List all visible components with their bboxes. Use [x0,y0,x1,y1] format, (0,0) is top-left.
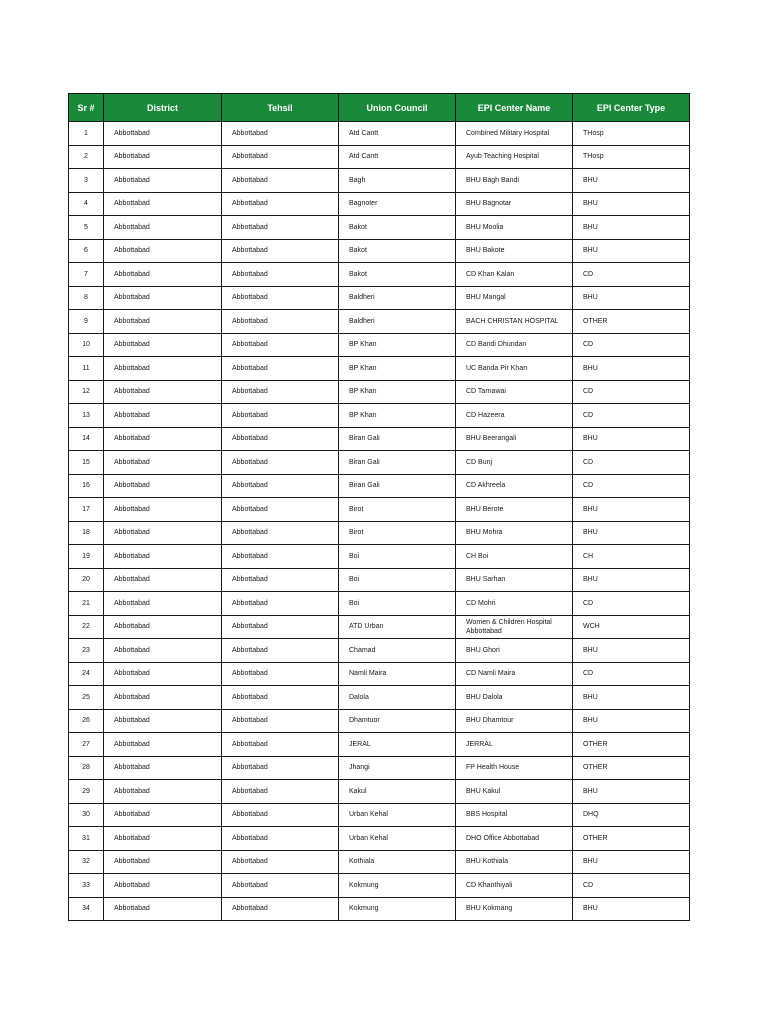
table-row [69,263,690,287]
cell-sr: 10 [69,333,104,357]
cell-epi-center-type: BHU [573,639,690,663]
cell-epi-center-type: CD [573,874,690,898]
cell-epi-center-type: THosp [573,122,690,146]
cell-epi-center-name: BHU Bakote [456,239,573,263]
table-row [69,897,690,921]
table-row [69,521,690,545]
table-row [69,192,690,216]
cell-epi-center-name: JERRAL [456,733,573,757]
cell-union-council: Kokmung [339,874,456,898]
cell-epi-center-name: CD Mohri [456,592,573,616]
table-row [69,122,690,146]
table-row [69,169,690,193]
cell-tehsil: Abbottabad [222,122,339,146]
header-sr: Sr # [69,94,104,122]
cell-district: Abbottabad [104,568,222,592]
cell-district: Abbottabad [104,827,222,851]
table-row [69,592,690,616]
cell-epi-center-name: Ayub Teaching Hospital [456,145,573,169]
cell-tehsil: Abbottabad [222,427,339,451]
cell-district: Abbottabad [104,592,222,616]
table-header-row [69,94,690,122]
cell-district: Abbottabad [104,169,222,193]
cell-tehsil: Abbottabad [222,404,339,428]
cell-district: Abbottabad [104,192,222,216]
table-row [69,333,690,357]
cell-union-council: Dalola [339,686,456,710]
cell-tehsil: Abbottabad [222,357,339,381]
cell-sr: 29 [69,780,104,804]
cell-union-council: Birot [339,521,456,545]
cell-union-council: BP Khan [339,333,456,357]
cell-epi-center-type: CD [573,333,690,357]
cell-sr: 20 [69,568,104,592]
cell-epi-center-type: BHU [573,521,690,545]
cell-epi-center-name: BHU Bagnotar [456,192,573,216]
cell-union-council: Baldheri [339,310,456,334]
cell-sr: 13 [69,404,104,428]
cell-epi-center-name: CD Khan Kalan [456,263,573,287]
cell-union-council: Atd Cantt [339,145,456,169]
cell-district: Abbottabad [104,145,222,169]
cell-tehsil: Abbottabad [222,780,339,804]
cell-tehsil: Abbottabad [222,662,339,686]
cell-union-council: Birot [339,498,456,522]
cell-epi-center-type: CH [573,545,690,569]
cell-tehsil: Abbottabad [222,192,339,216]
cell-union-council: JERAL [339,733,456,757]
cell-tehsil: Abbottabad [222,803,339,827]
cell-sr: 34 [69,897,104,921]
cell-district: Abbottabad [104,333,222,357]
table-row [69,639,690,663]
cell-district: Abbottabad [104,263,222,287]
table-row [69,216,690,240]
cell-epi-center-name: BHU Sarhan [456,568,573,592]
cell-tehsil: Abbottabad [222,827,339,851]
cell-sr: 27 [69,733,104,757]
cell-epi-center-name: CH Boi [456,545,573,569]
cell-epi-center-name: BHU Kakul [456,780,573,804]
cell-epi-center-name: BHU Kokmang [456,897,573,921]
cell-sr: 7 [69,263,104,287]
table-row [69,474,690,498]
cell-epi-center-type: CD [573,451,690,475]
cell-epi-center-type: OTHER [573,827,690,851]
cell-epi-center-name: BHU Mangal [456,286,573,310]
cell-sr: 6 [69,239,104,263]
cell-epi-center-type: BHU [573,498,690,522]
cell-epi-center-type: BHU [573,427,690,451]
table-row [69,686,690,710]
cell-epi-center-name: CD Hazeera [456,404,573,428]
cell-district: Abbottabad [104,286,222,310]
cell-sr: 23 [69,639,104,663]
cell-epi-center-name: CD Akhreela [456,474,573,498]
cell-district: Abbottabad [104,756,222,780]
cell-epi-center-type: OTHER [573,733,690,757]
cell-district: Abbottabad [104,733,222,757]
cell-epi-center-type: BHU [573,568,690,592]
cell-union-council: Namli Maira [339,662,456,686]
cell-sr: 26 [69,709,104,733]
cell-union-council: Bakot [339,263,456,287]
cell-epi-center-type: CD [573,662,690,686]
cell-tehsil: Abbottabad [222,169,339,193]
cell-district: Abbottabad [104,380,222,404]
cell-tehsil: Abbottabad [222,521,339,545]
cell-epi-center-name: BHU Bagh Bandi [456,169,573,193]
cell-sr: 31 [69,827,104,851]
cell-district: Abbottabad [104,897,222,921]
cell-tehsil: Abbottabad [222,686,339,710]
cell-tehsil: Abbottabad [222,709,339,733]
cell-union-council: Atd Cantt [339,122,456,146]
cell-epi-center-type: DHQ [573,803,690,827]
cell-district: Abbottabad [104,122,222,146]
cell-sr: 9 [69,310,104,334]
cell-tehsil: Abbottabad [222,592,339,616]
header-epi-center-type: EPI Center Type [573,94,690,122]
cell-sr: 15 [69,451,104,475]
cell-sr: 17 [69,498,104,522]
cell-union-council: ATD Urban [339,615,456,639]
cell-sr: 3 [69,169,104,193]
cell-sr: 11 [69,357,104,381]
cell-sr: 32 [69,850,104,874]
cell-union-council: Biran Gali [339,451,456,475]
cell-union-council: Chamad [339,639,456,663]
cell-tehsil: Abbottabad [222,216,339,240]
cell-district: Abbottabad [104,545,222,569]
cell-union-council: Kakul [339,780,456,804]
cell-sr: 5 [69,216,104,240]
cell-epi-center-type: BHU [573,192,690,216]
cell-tehsil: Abbottabad [222,615,339,639]
cell-sr: 30 [69,803,104,827]
table-row [69,803,690,827]
cell-epi-center-name: BHU Kothiala [456,850,573,874]
cell-sr: 2 [69,145,104,169]
table-row [69,733,690,757]
cell-epi-center-name: Combined Military Hospital [456,122,573,146]
cell-tehsil: Abbottabad [222,286,339,310]
cell-tehsil: Abbottabad [222,380,339,404]
table-row [69,827,690,851]
cell-tehsil: Abbottabad [222,756,339,780]
cell-epi-center-name: BHU Mohra [456,521,573,545]
cell-tehsil: Abbottabad [222,310,339,334]
cell-district: Abbottabad [104,310,222,334]
cell-union-council: Kokmung [339,897,456,921]
cell-epi-center-name: FP Health House [456,756,573,780]
table-body [69,122,690,921]
table-row [69,404,690,428]
cell-union-council: Boi [339,592,456,616]
cell-tehsil: Abbottabad [222,545,339,569]
cell-epi-center-type: CD [573,474,690,498]
cell-district: Abbottabad [104,427,222,451]
cell-epi-center-type: BHU [573,216,690,240]
cell-epi-center-type: CD [573,380,690,404]
cell-union-council: BP Khan [339,380,456,404]
cell-epi-center-type: BHU [573,780,690,804]
header-union-council: Union Council [339,94,456,122]
cell-epi-center-name: UC Banda Pir Khan [456,357,573,381]
cell-sr: 14 [69,427,104,451]
header-district: District [104,94,222,122]
cell-sr: 18 [69,521,104,545]
table-row [69,756,690,780]
table-row [69,780,690,804]
cell-district: Abbottabad [104,709,222,733]
cell-epi-center-name: BACH CHRISTAN HOSPITAL [456,310,573,334]
cell-epi-center-name: BHU Beerangali [456,427,573,451]
cell-sr: 22 [69,615,104,639]
cell-sr: 33 [69,874,104,898]
cell-epi-center-type: BHU [573,850,690,874]
cell-district: Abbottabad [104,639,222,663]
header-tehsil: Tehsil [222,94,339,122]
table-row [69,286,690,310]
cell-union-council: Bakot [339,239,456,263]
cell-epi-center-type: OTHER [573,756,690,780]
cell-union-council: Urban Kehal [339,803,456,827]
cell-epi-center-name: CD Bandi Dhundan [456,333,573,357]
cell-union-council: BP Khan [339,404,456,428]
cell-epi-center-name: CD Khanthiyali [456,874,573,898]
cell-epi-center-type: BHU [573,686,690,710]
cell-sr: 4 [69,192,104,216]
cell-district: Abbottabad [104,686,222,710]
cell-sr: 24 [69,662,104,686]
cell-tehsil: Abbottabad [222,733,339,757]
cell-district: Abbottabad [104,662,222,686]
cell-union-council: Boi [339,545,456,569]
cell-epi-center-type: WCH [573,615,690,639]
table-row [69,427,690,451]
cell-epi-center-type: BHU [573,239,690,263]
cell-epi-center-name: CD Tarnawai [456,380,573,404]
cell-sr: 8 [69,286,104,310]
epi-centers-table [68,93,690,921]
cell-epi-center-type: CD [573,592,690,616]
cell-epi-center-type: CD [573,263,690,287]
cell-epi-center-name: BHU Dalola [456,686,573,710]
cell-tehsil: Abbottabad [222,474,339,498]
cell-epi-center-name: DHO Office Abbottabad [456,827,573,851]
cell-sr: 12 [69,380,104,404]
cell-district: Abbottabad [104,357,222,381]
table-row [69,145,690,169]
cell-sr: 16 [69,474,104,498]
cell-tehsil: Abbottabad [222,498,339,522]
table-row [69,874,690,898]
table-row [69,498,690,522]
cell-epi-center-name: BBS Hospital [456,803,573,827]
table-row [69,310,690,334]
table-row [69,709,690,733]
cell-tehsil: Abbottabad [222,145,339,169]
cell-epi-center-name: BHU Moolia [456,216,573,240]
cell-epi-center-type: BHU [573,709,690,733]
cell-epi-center-name: BHU Dhamtour [456,709,573,733]
table-row [69,239,690,263]
table-row [69,380,690,404]
cell-sr: 19 [69,545,104,569]
cell-union-council: Jhangi [339,756,456,780]
cell-district: Abbottabad [104,521,222,545]
cell-union-council: Dhamtuor [339,709,456,733]
cell-district: Abbottabad [104,803,222,827]
cell-union-council: Biran Gali [339,427,456,451]
cell-district: Abbottabad [104,850,222,874]
cell-union-council: Bagnoter [339,192,456,216]
table-row [69,568,690,592]
cell-tehsil: Abbottabad [222,263,339,287]
cell-sr: 1 [69,122,104,146]
cell-epi-center-name: BHU Berote [456,498,573,522]
table-row [69,545,690,569]
table-row [69,451,690,475]
cell-district: Abbottabad [104,216,222,240]
cell-epi-center-type: CD [573,404,690,428]
cell-sr: 28 [69,756,104,780]
cell-district: Abbottabad [104,404,222,428]
cell-epi-center-type: BHU [573,357,690,381]
cell-epi-center-name: CD Namli Maira [456,662,573,686]
cell-epi-center-type: THosp [573,145,690,169]
table-row [69,357,690,381]
cell-district: Abbottabad [104,451,222,475]
cell-epi-center-name: BHU Ghori [456,639,573,663]
cell-union-council: Urban Kehal [339,827,456,851]
cell-union-council: Bakot [339,216,456,240]
cell-tehsil: Abbottabad [222,897,339,921]
cell-epi-center-type: BHU [573,897,690,921]
cell-district: Abbottabad [104,239,222,263]
table-row [69,615,690,639]
cell-epi-center-name: Women & Children Hospital Abbottabad [456,615,573,639]
cell-district: Abbottabad [104,474,222,498]
cell-tehsil: Abbottabad [222,874,339,898]
cell-tehsil: Abbottabad [222,451,339,475]
cell-union-council: Boi [339,568,456,592]
header-epi-center-name: EPI Center Name [456,94,573,122]
cell-tehsil: Abbottabad [222,239,339,263]
cell-epi-center-type: BHU [573,286,690,310]
cell-union-council: BP Khan [339,357,456,381]
cell-district: Abbottabad [104,874,222,898]
cell-district: Abbottabad [104,615,222,639]
cell-tehsil: Abbottabad [222,850,339,874]
cell-epi-center-type: OTHER [573,310,690,334]
cell-district: Abbottabad [104,780,222,804]
cell-tehsil: Abbottabad [222,333,339,357]
table-row [69,662,690,686]
cell-sr: 25 [69,686,104,710]
cell-tehsil: Abbottabad [222,568,339,592]
cell-epi-center-name: CD Bunj [456,451,573,475]
cell-tehsil: Abbottabad [222,639,339,663]
cell-epi-center-type: BHU [573,169,690,193]
cell-union-council: Bagh [339,169,456,193]
cell-union-council: Biran Gali [339,474,456,498]
table-row [69,850,690,874]
cell-district: Abbottabad [104,498,222,522]
cell-union-council: Baldheri [339,286,456,310]
cell-union-council: Kothiala [339,850,456,874]
cell-sr: 21 [69,592,104,616]
